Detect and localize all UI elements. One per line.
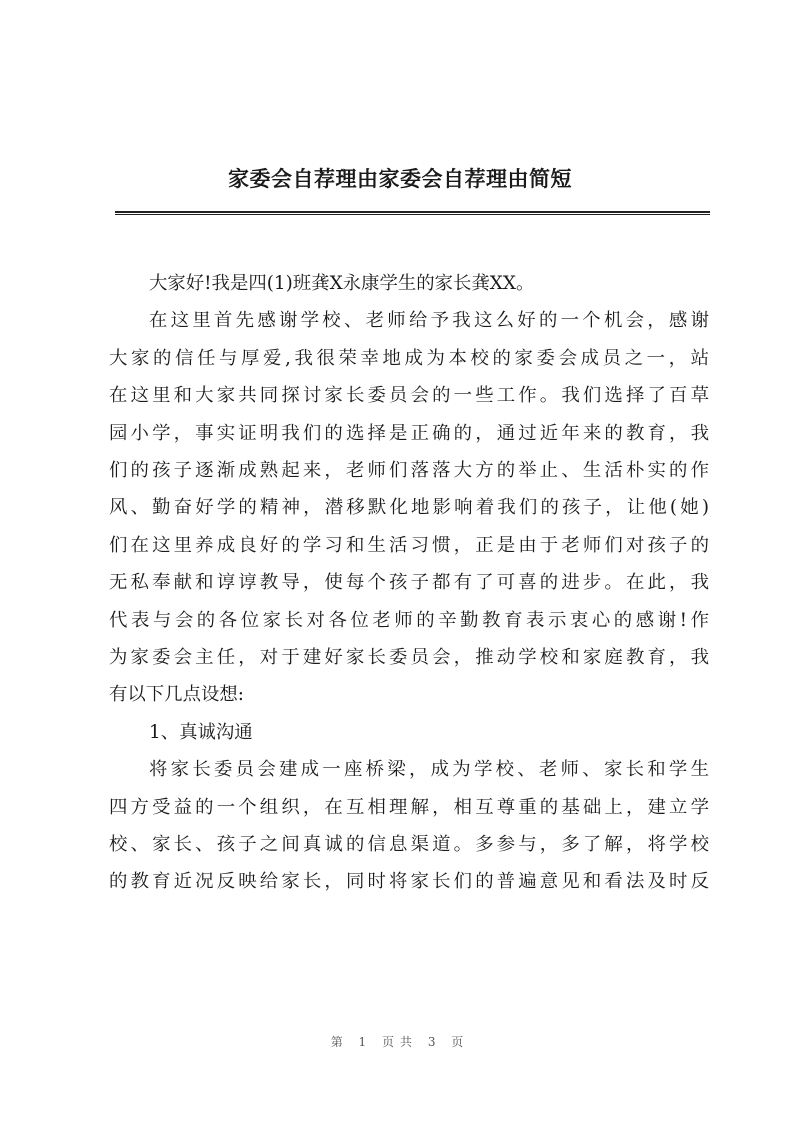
body-line: 在这里首先感谢学校、老师给予我这么好的一个机会，感谢 [149,310,709,332]
body-line: 四方受益的一个组织，在互相理解，相互尊重的基础上，建立学 [109,796,709,818]
body-line: 在这里和大家共同探讨家长委员会的一些工作。我们选择了百草 [109,385,709,407]
document-title: 家委会自荐理由家委会自荐理由简短 [228,167,572,191]
body-line: 风、勤奋好学的精神，潜移默化地影响着我们的孩子，让他(她) [109,497,709,519]
body-line: 大家好!我是四(1)班龚X永康学生的家长龚XX。 [149,273,535,294]
body-line: 代表与会的各位家长对各位老师的辛勤教育表示衷心的感谢!作 [109,609,709,631]
body-line: 无私奉献和谆谆教导，使每个孩子都有了可喜的进步。在此，我 [109,572,709,594]
title-rule [115,211,710,213]
body-line: 校、家长、孩子之间真诚的信息渠道。多参与，多了解，将学校 [109,834,709,855]
body-line: 1、真诚沟通 [149,721,253,743]
body-line: 将家长委员会建成一座桥梁，成为学校、老师、家长和学生 [149,759,709,781]
body-line: 有以下几点设想: [109,684,244,706]
body-line: 园小学，事实证明我们的选择是正确的，通过近年来的教育，我 [109,422,709,444]
body-line: 为家委会主任，对于建好家长委员会，推动学校和家庭教育，我 [109,647,709,668]
body-line: 们的孩子逐渐成熟起来，老师们落落大方的举止、生活朴实的作 [109,460,709,481]
page-footer: 第 1 页共 3 页 [330,1035,470,1049]
body-line: 大家的信任与厚爱,我很荣幸地成为本校的家委会成员之一，站 [109,347,709,369]
body-line: 的教育近况反映给家长，同时将家长们的普遍意见和看法及时反 [109,871,709,893]
body-line: 们在这里养成良好的学习和生活习惯，正是由于老师们对孩子的 [109,534,709,556]
title-rule-thin [115,214,710,215]
